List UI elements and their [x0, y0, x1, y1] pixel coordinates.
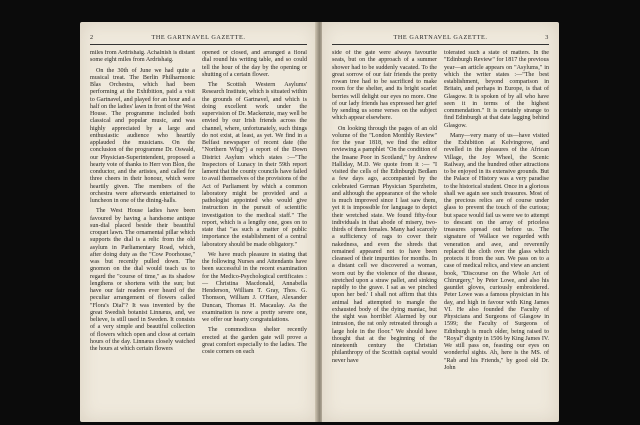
right-page-header	[332, 34, 549, 45]
paragraph: The commodious shelter recently erected at the garden gate will prove a great comfort especially to the ladies. The cosie corners on each	[202, 327, 307, 355]
right-page	[322, 22, 559, 422]
paragraph: On looking through the pages of an old volume of the "London Monthly Review" for the year 1818, we find the editor reviewing a pamphlet "On the condition of the Insane Poor in Scotland," by Andrew Halliday, M.D. We quote from it :— "I visited the cells of the Edinburgh Bedlam a few days ago, accompanied by the celebrated German Physician Spurzheim, and although the appearance of the whole is much improved since I last saw them, yet it is impossible for language to depict their wretched state. We found fifty-four individuals in that abode of misery, two-thirds of them females. Many had scarcely a sufficiency of rags to cover their nakedness, and even the shreds that remained appeared not to have been cleansed of their impurities for months. In a distant cell we discovered a woman, worn out by the violence of the disease, stretched upon a straw pallet, and sinking rapidly to the grave. I sat as we pinched upon her bed.' I shall not affirm that this animal had attempted to mangle the exhausted body of the dying maniac, but the sight was horrible! Alarmed by our intrusion, the rat only retreated through a large hole in the floor." We should have thought that at the beginning of the nineteenth century the Christian philanthropy of the Scottish capital would never have	[332, 125, 437, 364]
left-page-columns	[90, 50, 307, 416]
paragraph: side of the gate were always favourite seats, but on the approach of a summer shower had to be suddenly vacated. To the great sorrow of our fair friends the pretty rowan tree had to be sacrificed to make room for the shelter, and its bright scarlet berries will delight our eyes no more. One of our lady friends has expressed her grief by sending us some verses on the subject which appear elsewhere.	[332, 50, 437, 122]
page-number: 2	[90, 34, 94, 41]
left-page-header	[90, 34, 307, 45]
text-column	[90, 50, 195, 416]
paragraph: miles from Ardrishaig. Achalnish is distant some eight miles from Ardrishaig.	[90, 50, 195, 64]
paragraph: We have much pleasure in stating that the following Nurses and Attendants have been successful in the recent examination for the Medico-Psychological certificates :— Christina Macdonald, Annabella Henderson, William T. Gray, Thos. G. Thomson, William J. O'Hare, Alexander Duncan, Thomas H. Macaulay. As the examination is now a pretty severe one, we offer our hearty congratulations.	[202, 251, 307, 323]
running-title: THE GARTNAVEL GAZETTE.	[393, 34, 488, 41]
left-page	[80, 22, 317, 422]
paragraph: Many—very many of us—have visited the Exhibition at Kelvingrove, and revelled in the pleasures of the African Village, the Joy Wheel, the Scenic Railway, and the hundred other attractions to be enjoyed in its extensive grounds. But the Palace of History was a very paradise to the historical student. Once in a glorious shall we again see such treasures. Most of the precious relics are of course under glass to prevent the touch of the curious; but space would fail us were we to attempt to descant on the array of priceless treasures spread out before us. The signature of Wallace we regarded with veneration and awe, and reverently replaced the cloth over the glass which protects it from the sun. We pass on to a case of medical relics, and view an ancient book, "Discourse on the Whole Art of Chirurgery," by Peter Lowe, and also his gauntlet gloves, curiously embroidered. Peter Lowe was a famous physician in his day, and high in favour with King James VI. He also founded the Faculty of Physicians and Surgeons of Glasgow in 1599; the Faculty of Surgeons of Edinburgh is much older, being raised to "Royal" dignity in 1506 by King James IV. We still pass on, feasting our eyes on wonderful sights. Ah, here is the MS. of "Rab and his Friends," by good old Dr. John	[444, 132, 549, 371]
paragraph: On the 30th of June we had quite a musical treat. The Berlin Philharmonic Blas Orchestra, which had been performing at the Exhibition, paid a visit to Gartnavel, and played for an hour and a half on the ladies' lawn in front of the West House. The programme included both classical and popular music, and was highly appreciated by a large and enthusiastic audience who heartily applauded the musicians. On the conclusion of the programme Dr. Oswald, our Physician-Superintendent, proposed a hearty vote of thanks to Herr von Blon, the conductor, and the artistes, and called for three cheers in their honour, which were heartily given. The members of the orchestra were afterwards entertained to luncheon in one of the dining-halls.	[90, 67, 195, 204]
text-column	[202, 50, 307, 416]
right-page-columns	[332, 50, 549, 416]
paragraph: opened or closed, and arranged a floral dial round his writing table, and so could tell the hour of the day by the opening or shutting of a certain flower.	[202, 50, 307, 78]
text-column	[332, 50, 437, 416]
page-number: 3	[545, 34, 549, 41]
running-title: THE GARTNAVEL GAZETTE.	[151, 34, 246, 41]
paragraph: The West House ladies have been favoured by having a handsome antique sun-dial placed beside their beautiful croquet lawn. The ornamental pillar which supports the dial is a relic from the old asylum in Parliamentary Road, which, after doing duty as the "Cow Poorhouse," was but recently pulled down. The gnomon on the dial would teach us to regard the "course of time," as its shadow lengthens or shortens with the sun; but have our fair readers ever heard of the peculiar arrangement of flowers called "Flora's Dial"? It was invented by the great Swedish botanist Linnæus, and, we believe, is still used in Sweden. It consists of a very simple and beautiful collection of flowers which open and close at certain hours of the day. Linnæus closely watched the hours at which certain flowers	[90, 208, 195, 352]
paragraph: The Scottish Western Asylums' Research Institute, which is situated within the grounds of Gartnavel, and which is doing excellent work under the supervision of Dr. Mackenzie, may well be envied by our Irish friends across the channel, where, unfortunately, such things do not exist, at least, as yet. We find in a Belfast newspaper of recent date (the "Northern Whig") a report of the Down District Asylum which states :—"The Inspectors of Lunacy in their 59th report lament that the county councils have failed to avail themselves of the provisions of the Act of Parliament by which a common laboratory might be provided and a pathologist appointed who would give instruction in the pursuit of scientific investigation to the medical staff." The report, which is a lengthy one, goes on to state that "as such a matter of public importance the establishment of a central laboratory should be made obligatory."	[202, 82, 307, 248]
paragraph: tolerated such a state of matters. In the "Edinburgh Review" for 1817 the previous year—an article appears on "Asylums," in which the writer states :—"The best establishment, beyond comparison in Britain, and perhaps in Europe, is that of Glasgow. It is spoken of by all who have seen it in terms of the highest commendation." It is certainly strange to find Edinburgh at that date lagging behind Glasgow.	[444, 50, 549, 129]
text-column	[444, 50, 549, 416]
